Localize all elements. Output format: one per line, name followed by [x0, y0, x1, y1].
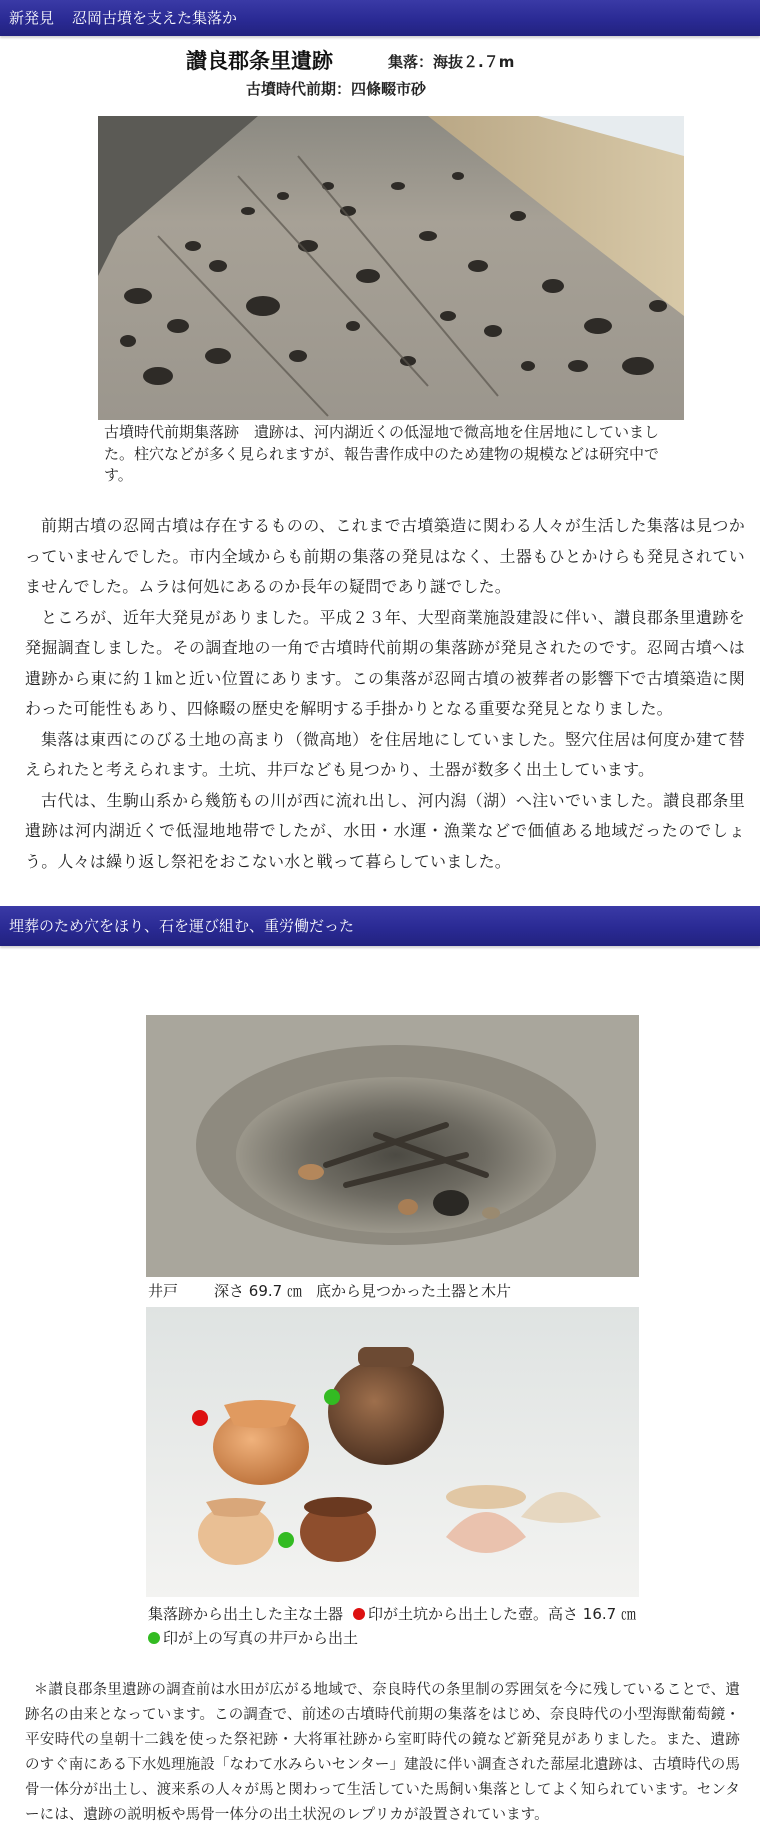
well-photo	[146, 1015, 639, 1277]
site-title: 讃良郡条里遺跡	[186, 49, 333, 73]
footnote: ＊讃良郡条里遺跡の調査前は水田が広がる地域で、奈良時代の条里制の雰囲気を今に残していることで、遺跡名の由来となっています。この調査で、前述の古墳時代前期の集落をはじめ、奈良時代の小型海獣葡萄鏡・平安時代の皇朝十二銭を使った祭祀跡・大将軍社跡から室町時代の鏡など新発見がありました。また、遺跡のすぐ南にある下水処理施設「なわて水みらいセンター」建設に伴い調査された蔀屋北遺跡は、古墳時代の馬骨一体分が出土し、渡来系の人々が馬と関わって生活していた馬飼い集落としてよく知られています。センターには、遺跡の説明板や馬骨一体分の出土状況のレプリカが設置されています。	[25, 1682, 740, 1823]
body-paragraph: 前期古墳の忍岡古墳は存在するものの、これまで古墳築造に関わる人々が生活した集落は見つかっていませんでした。市内全域からも前期の集落の発見はなく、土器もひとかけらも発見されていませんでした。ムラは何処にあるのか長年の疑問であり謎でした。	[25, 516, 745, 596]
pottery-red-note: 印が土坑から出土した壺。高さ 16.7 ㎝	[368, 1605, 636, 1623]
green-marker-dot	[278, 1532, 294, 1548]
header-category: 新発見	[9, 9, 55, 27]
pottery-caption	[148, 1602, 728, 1650]
excavation-site-photo	[98, 116, 684, 420]
site-elevation: 集落：海抜２.７m	[388, 53, 515, 71]
section2-heading: 埋葬のため穴をほり、石を運び組む、重労働だった	[9, 917, 355, 935]
header-band	[0, 0, 760, 36]
header-headline: 忍岡古墳を支えた集落か	[72, 9, 238, 27]
body-paragraph: 古代は、生駒山系から幾筋もの川が西に流れ出し、河内潟（湖）へ注いでいました。讃良郡条里遺跡は河内湖近くで低湿地地帯でしたが、水田・水運・漁業などで価値ある地域だったのでしょう。人々は繰り返し祭祀をおこない水と戦って暮らしていました。	[25, 790, 745, 871]
site-period-location: 古墳時代前期：四條畷市砂	[246, 80, 427, 98]
well-depth: 深さ 69.7 ㎝	[214, 1282, 302, 1300]
red-marker-dot	[192, 1410, 208, 1426]
green-marker-dot	[324, 1389, 340, 1405]
pottery-photo	[146, 1307, 639, 1597]
pottery-caption-main: 集落跡から出土した主な土器	[148, 1605, 344, 1623]
pottery-green-note: 印が上の写真の井戸から出土	[163, 1629, 359, 1647]
green-marker-icon	[148, 1632, 160, 1644]
photo1-caption: 古墳時代前期集落跡 遺跡は、河内湖近くの低湿地で微高地を住居地にしていました。柱穴などが多く見られますが、報告書作成中のため建物の規模などは研究中です。	[104, 423, 660, 484]
red-marker-icon	[353, 1608, 365, 1620]
body-paragraph: ところが、近年大発見がありました。平成２３年、大型商業施設建設に伴い、讃良郡条里遺跡を発掘調査しました。その調査地の一角で古墳時代前期の集落跡が発見されたのです。忍岡古墳へは遺跡から東に約１㎞と近い位置にあります。この集落が忍岡古墳の被葬者の影響下で古墳築造に関わった可能性もあり、四條畷の歴史を解明する手掛かりとなる重要な発見となりました。	[25, 607, 745, 718]
well-label: 井戸	[148, 1282, 179, 1300]
well-description: 底から見つかった土器と木片	[315, 1282, 511, 1300]
well-caption	[148, 1280, 668, 1302]
body-text	[25, 511, 745, 877]
body-paragraph: 集落は東西にのびる土地の高まり（微高地）を住居地にしていました。竪穴住居は何度か建て替えられたと考えられます。土坑、井戸なども見つかり、土器が数多く出土しています。	[25, 729, 745, 779]
section2-heading-band	[0, 906, 760, 946]
